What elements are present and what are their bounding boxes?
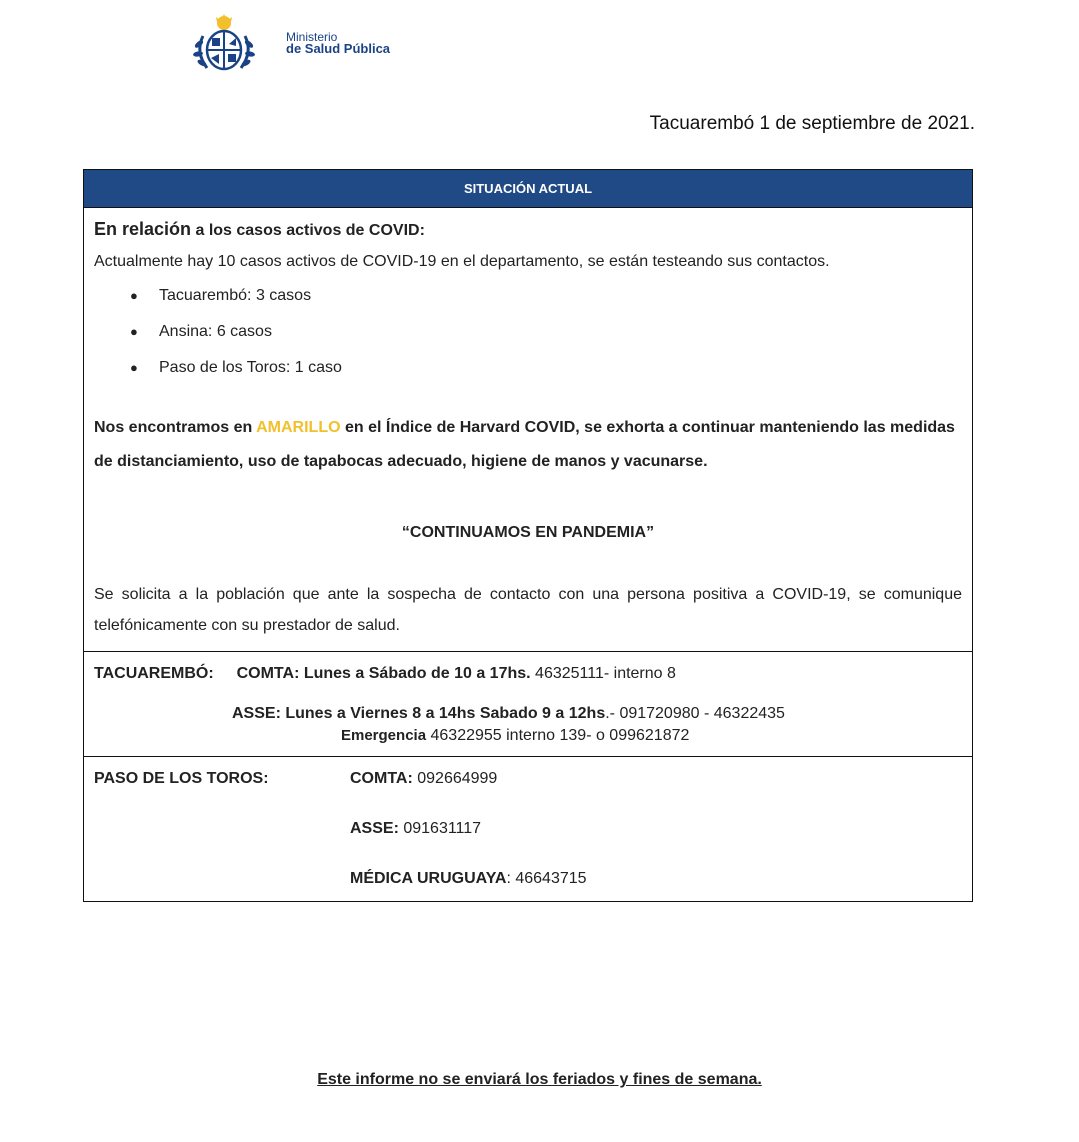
ministry-line1: Ministerio: [286, 30, 338, 44]
harvard-post: en el Índice de Harvard COVID, se exhorta a continuar manteniendo las medidas de distanciamiento, uso de tapabocas adecuado, higiene de manos y vacunarse.: [94, 419, 955, 470]
ministry-line2: de Salud Pública: [286, 41, 391, 56]
pandemic-slogan: “CONTINUAMOS EN PANDEMIA”: [401, 524, 655, 541]
tacuarembo-asse-row: [94, 704, 962, 724]
harvard-index-notice: [94, 411, 962, 479]
comta-hours: COMTA: Lunes a Sábado de 10 a 17hs.: [236, 665, 531, 682]
list-item: ● Paso de los Toros: 1 caso: [130, 350, 962, 386]
harvard-color-word: AMARILLO: [256, 419, 341, 436]
paso-medica-label: MÉDICA URUGUAYA: [350, 870, 507, 887]
report-date: Tacuarembó 1 de septiembre de 2021.: [649, 113, 975, 134]
active-cases-section: [84, 208, 972, 652]
paso-contacts: [84, 757, 972, 901]
paso-comta-label: COMTA:: [350, 770, 413, 787]
ministry-name: [286, 32, 390, 54]
emergency-row: [94, 726, 962, 746]
paso-asse-row: [94, 819, 962, 839]
asse-phone: .- 091720980 - 46322435: [605, 705, 785, 722]
uruguay-coat-of-arms-icon: [189, 14, 259, 76]
asse-hours: ASSE: Lunes a Viernes 8 a 14hs Sabado 9 a 12hs: [232, 705, 606, 722]
paso-comta-row: [94, 769, 962, 789]
footer-notice: Este informe no se enviará los feriados y fines de semana.: [317, 1071, 762, 1088]
situation-box: [83, 169, 973, 902]
paso-asse-phone: 091631117: [398, 820, 482, 837]
heading-small: a los casos activos de COVID:: [191, 222, 425, 239]
active-cases-intro: Actualmente hay 10 casos activos de COVID-19 en el departamento, se están testeando sus contactos.: [94, 253, 830, 270]
tacuarembo-comta-row: [94, 664, 962, 684]
heading-big: En relación: [94, 219, 192, 239]
cases-list: [94, 278, 962, 386]
situation-header: SITUACIÓN ACTUAL: [84, 170, 972, 208]
tacuarembo-label: TACUAREMBÓ:: [94, 665, 214, 682]
paso-medica-phone: : 46643715: [506, 870, 587, 887]
comta-phone: 46325111- interno 8: [535, 665, 676, 682]
paso-medica-row: [94, 869, 962, 889]
list-item: ● Ansina: 6 casos: [130, 314, 962, 350]
contact-request: Se solicita a la población que ante la sospecha de contacto con una persona positiva a COVID-19, se comunique telefónicamente con su prestador de salud.: [94, 586, 962, 634]
emergency-label: Emergencia: [341, 727, 427, 744]
tacuarembo-contacts: [84, 652, 972, 757]
emergency-phone: 46322955 interno 139- o 099621872: [426, 727, 690, 744]
harvard-pre: Nos encontramos en: [94, 419, 257, 436]
list-item: ● Tacuarembó: 3 casos: [130, 278, 962, 314]
paso-label: PASO DE LOS TOROS:: [94, 770, 269, 787]
paso-asse-label: ASSE:: [350, 820, 399, 837]
paso-comta-phone: 092664999: [412, 770, 498, 787]
active-cases-heading: [94, 219, 962, 240]
